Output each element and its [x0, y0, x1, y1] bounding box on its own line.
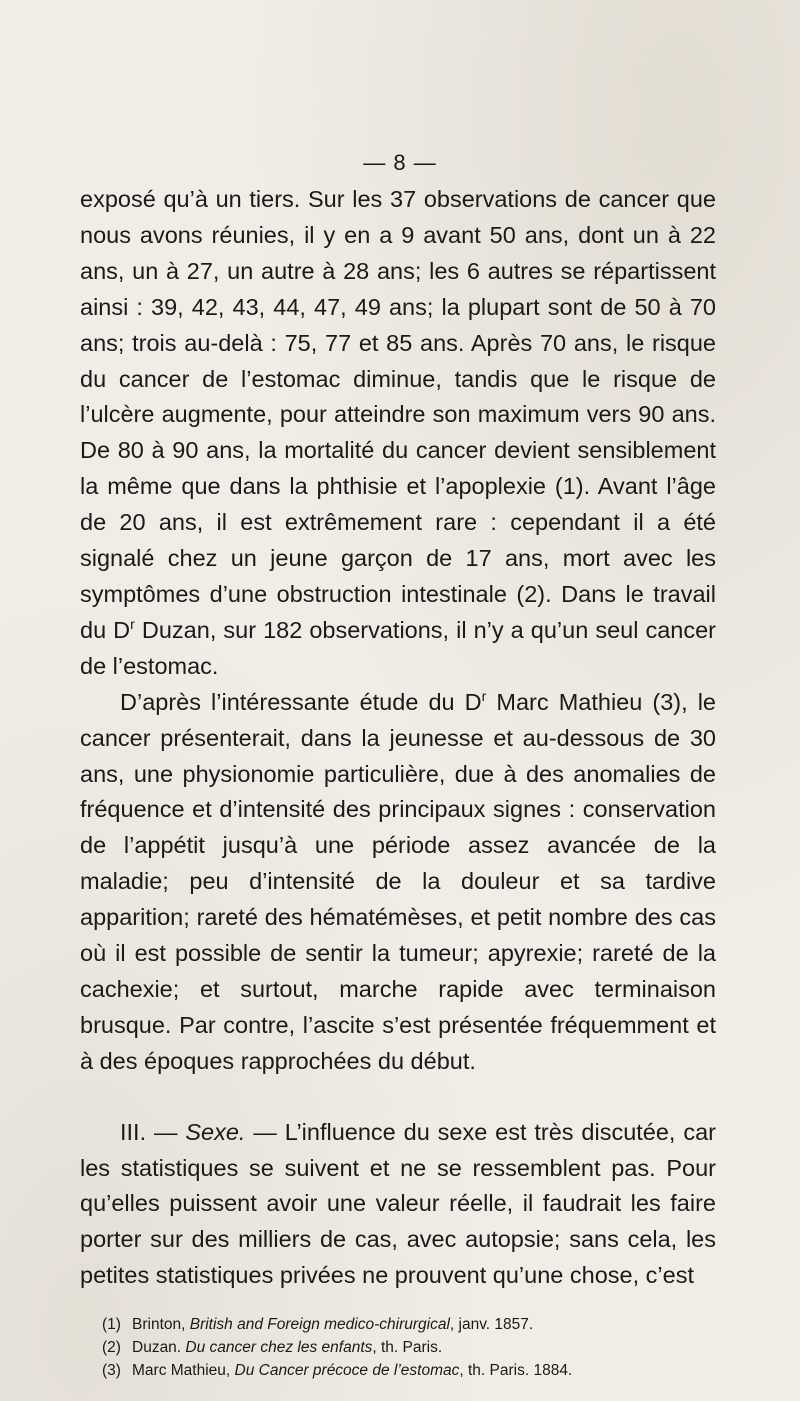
footnote-details: , janv. 1857.	[449, 1316, 534, 1333]
footnote-author: Duzan.	[132, 1339, 186, 1356]
footnote	[80, 1313, 720, 1336]
footnote	[80, 1359, 720, 1382]
footnote-details: , th. Paris.	[372, 1339, 443, 1356]
page-number: — 8 —	[363, 150, 437, 175]
paragraph-text: Duzan, sur 182 observations, il n’y a qu’un seul cancer de l’estomac.	[80, 616, 717, 679]
footnote-title: Du Cancer précoce de l’estomac	[234, 1362, 460, 1379]
footnote-author: Brinton,	[132, 1316, 190, 1333]
footnote	[80, 1336, 720, 1359]
paragraph-text: exposé qu’à un tiers. Sur les 37 observations de cancer que nous avons réunies, il y en a 9 avant 50 ans, dont un à 22 ans, un à 27, un autre à 28 ans; les 6 autres se répartissent ainsi : 39, 42, 43, 44, 47, 49 ans; la plupart sont de 50 à 70 ans; trois au-delà : 75, 77 et 85 ans. Après 70 ans, le risque du cancer de l’estomac diminue, tandis que le risque de l’ulcère augmente, pour atteindre son maximum vers 90 ans. De 80 à 90 ans, la mortalité du cancer devient sensiblement la même que dans la phthisie et l’apoplexie (1). Avant l’âge de 20 ans, il est extrêmement rare : cependant il a été signalé chez un jeune garçon de 17 ans, mort avec les symptômes d’une obstruction intestinale (2). Dans le travail du D	[80, 186, 716, 643]
footnote-title: British and Foreign medico-chirurgical	[189, 1316, 450, 1333]
superscript: r	[130, 616, 135, 633]
paragraph-mathieu-study	[80, 685, 716, 1080]
footnote-number: (2)	[102, 1339, 121, 1356]
section-heading: Sexe.	[185, 1118, 246, 1145]
paragraph-sexe-section	[80, 1115, 716, 1295]
footnotes	[80, 1313, 720, 1382]
footnote-number: (3)	[102, 1362, 121, 1379]
paragraph-text: Marc Mathieu (3), le cancer présenterait, dans la jeunesse et au-dessous de 30 ans, une physionomie particulière, due à des anomalies de fréquence et d’intensité des principaux signes : conservation de l’appétit jusqu’à une période assez avancée de la maladie; peu d’intensité de la douleur et sa tardive apparition; rareté des hématémèses, et petit nombre des cas où il est possible de sentir la tumeur; apyrexie; rareté de la cachexie; et surtout, marche rapide avec terminaison brusque. Par contre, l’ascite s’est présentée fréquemment et à des époques rapprochées du début.	[80, 688, 716, 1074]
footnote-author: Marc Mathieu,	[132, 1362, 235, 1379]
paragraph-text: D’après l’intéressante étude du D	[120, 688, 482, 715]
footnote-title: Du cancer chez les enfants	[185, 1339, 373, 1356]
section-number: III. —	[120, 1118, 186, 1145]
body-text	[80, 182, 716, 1294]
paragraph-text: — L’influence du sexe est très discutée, car les statistiques se suivent et ne se ressemblent pas. Pour qu’elles puissent avoir une valeur réelle, il faudrait les faire porter sur des milliers de cas, avec autopsie; sans cela, les petites statistiques privées ne prouvent qu’une chose, c’est	[80, 1118, 716, 1289]
footnote-number: (1)	[102, 1316, 121, 1333]
paragraph-age-statistics	[80, 182, 716, 685]
superscript: r	[481, 687, 487, 704]
footnote-details: , th. Paris. 1884.	[459, 1362, 573, 1379]
